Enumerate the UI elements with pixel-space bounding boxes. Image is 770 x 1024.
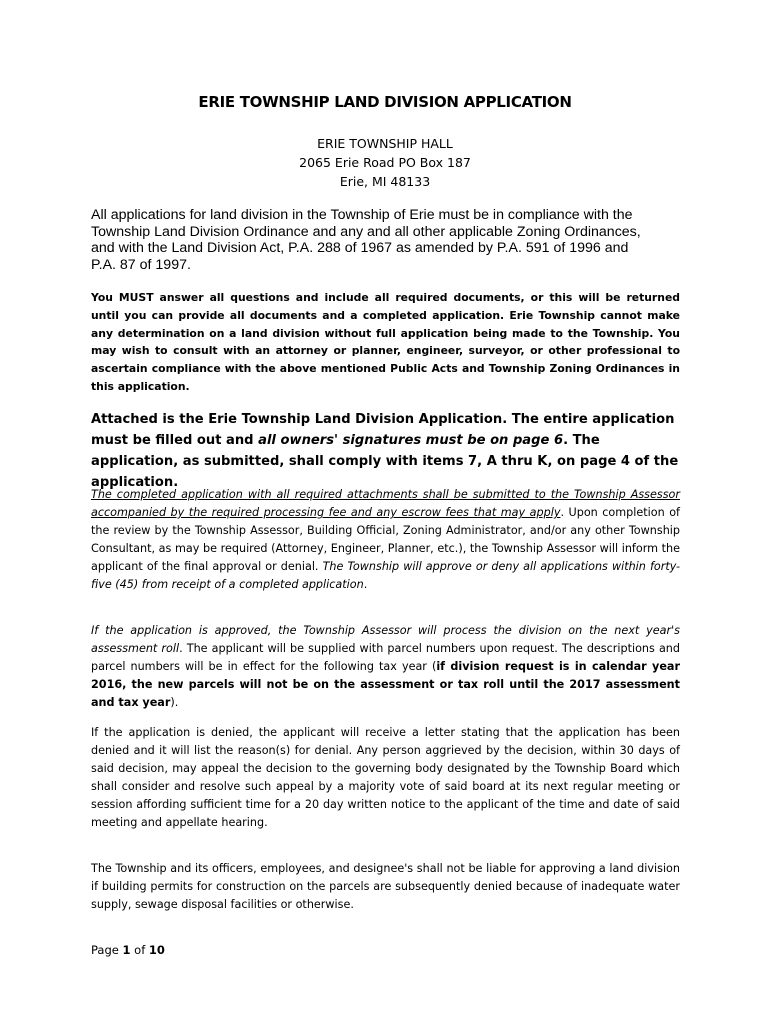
of-label: of	[130, 943, 149, 957]
current-page-number: 1	[122, 943, 131, 957]
paragraph-end: ).	[170, 696, 179, 710]
page-title: ERIE TOWNSHIP LAND DIVISION APPLICATION	[198, 93, 572, 111]
attached-text-2: . The application, as submitted, shall comply with items 7, A thru K, on page 4 of the application.	[91, 433, 679, 490]
page-number-footer	[91, 943, 165, 957]
approval-paragraph	[91, 622, 680, 712]
approval-deadline-text: The Township will approve or deny all applications within forty-five (45) from receipt of a completed application	[91, 560, 680, 592]
address-line-3: Erie, MI 48133	[339, 174, 431, 189]
intro-paragraph: All applications for land division in the Township of Erie must be in compliance with the Township Land Division Ordinance and any and all other applicable Zoning Ordinances, and with the Land Division Act, P.A. 288 of 1967 as amended by P.A. 591 of 1996 and P.A. 87 of 1997.	[91, 207, 641, 273]
address-line-1: ERIE TOWNSHIP HALL	[317, 136, 453, 151]
approval-process-text: If the application is approved, the Township Assessor will process the division on the next year's assessment roll	[91, 624, 680, 656]
review-process-text: . Upon completion of the review by the Township Assessor, Building Official, Zoning Administrator, and/or any other Township Consultant, as may be required (Attorney, Engineer, Planner, etc.), the Township Assessor will inform the applicant of the final approval or denial.	[91, 506, 680, 574]
attached-signatures-text: all owners' signatures must be on page 6	[258, 433, 564, 448]
required-documents-notice: You MUST answer all questions and include all required documents, or this will be returned until you can provide all documents and a completed application. Erie Township cannot make any determination on a land division without full application being made to the Township. You may wish to consult with an attorney or planner, engineer, surveyor, or other professional to ascertain compliance with the above mentioned Public Acts and Township Zoning Ordinances in this application.	[91, 291, 680, 393]
submission-paragraph	[91, 486, 680, 595]
submission-requirement-text: The completed application with all required attachments shall be submitted to the Township Assessor accompanied by the required processing fee and any escrow fees that may apply	[91, 488, 680, 520]
parcel-numbers-text: . The applicant will be supplied with parcel numbers upon request. The descriptions and parcel numbers will be in effect for the following tax year (	[91, 642, 680, 674]
attached-application-notice	[91, 409, 683, 493]
attached-text-1: Attached is the Erie Township Land Division Application. The entire application must be filled out and	[91, 412, 675, 448]
tax-year-notice-text: if division request is in calendar year 2016, the new parcels will not be on the assessment or tax roll until the 2017 assessment and tax year	[91, 660, 680, 710]
address-line-2: 2065 Erie Road PO Box 187	[299, 155, 471, 170]
page-label: Page	[91, 943, 123, 957]
liability-paragraph: The Township and its officers, employees, and designee's shall not be liable for approving a land division if building permits for construction on the parcels are subsequently denied because of inadequate water supply, sewage disposal facilities or otherwise.	[91, 862, 680, 912]
total-pages-number: 10	[148, 943, 165, 957]
paragraph-end: .	[363, 578, 368, 592]
denial-paragraph: If the application is denied, the applicant will receive a letter stating that the application has been denied and it will list the reason(s) for denial. Any person aggrieved by the decision, within 30 days of said decision, may appeal the decision to the governing body designated by the Township Board which shall consider and resolve such appeal by a majority vote of said board at its next regular meeting or session affording sufficient time for a 20 day written notice to the applicant of the time and date of said meeting and appellate hearing.	[91, 726, 680, 830]
